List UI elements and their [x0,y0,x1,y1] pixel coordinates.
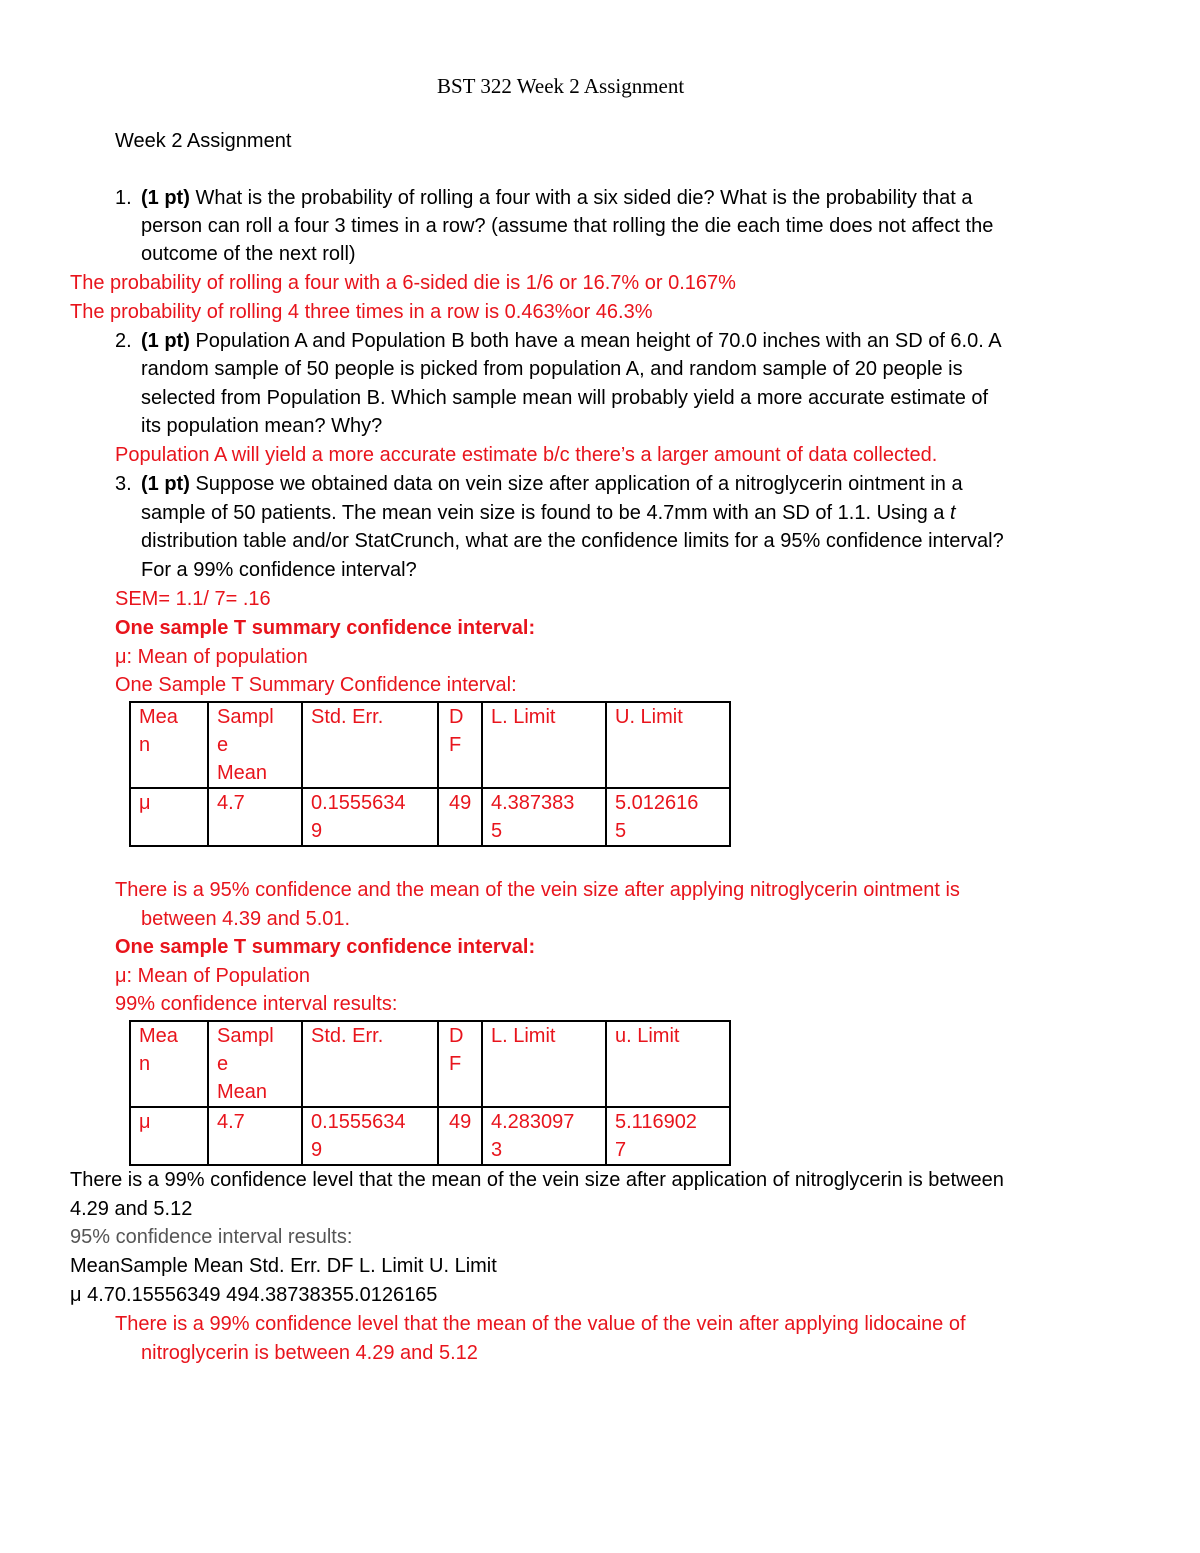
value-cell-mean: μ [130,788,208,846]
confidence-table-95 [129,701,731,847]
value-cell-df: 49 [438,788,482,846]
header-cell-lower-limit: L. Limit [482,702,606,788]
results-value-line: μ 4.70.15556349 494.38738355.0126165 [70,1284,438,1306]
header-cell-mean: Mea n [130,702,208,788]
value-cell-lower-limit: 4.283097 3 [482,1107,606,1165]
conclusion-95-line-2: between 4.39 and 5.01. [141,908,351,930]
conclusion-99-line-2: 4.29 and 5.12 [70,1198,193,1220]
question-3-text-1: Suppose we obtained data on vein size after application of a nitroglycerin ointment in a [189,473,963,495]
conclusion-final-line-1: There is a 99% confidence level that the mean of the value of the vein after applying lidocaine of [115,1313,966,1335]
question-1-line-3: outcome of the next roll) [141,243,356,265]
document-title: BST 322 Week 2 Assignment [437,74,685,98]
question-2-number: 2. [115,330,132,352]
question-3-points: (1 pt) [141,473,190,495]
answer-2: Population A will yield a more accurate estimate b/c there’s a larger amount of data collected. [115,444,938,466]
question-3-line-2 [141,499,956,527]
mu-definition-1: μ: Mean of population [115,646,308,668]
question-2-points: (1 pt) [141,330,190,352]
header-cell-upper-limit: U. Limit [606,702,730,788]
header-cell-df: D F [438,702,482,788]
question-1-number: 1. [115,187,132,209]
question-3-number: 3. [115,473,132,495]
confidence-table-99 [129,1020,731,1166]
conclusion-final-line-2: nitroglycerin is between 4.29 and 5.12 [141,1342,478,1364]
value-cell-sample-mean: 4.7 [208,788,302,846]
section-heading-1: One sample T summary confidence interval: [115,617,536,639]
header-cell-std-err: Std. Err. [302,702,438,788]
question-1-line-1 [115,184,973,212]
value-cell-df: 49 [438,1107,482,1165]
conclusion-99-line-1: There is a 99% confidence level that the mean of the vein size after application of nitroglycerin is between [70,1169,1004,1191]
question-3-line-1 [115,470,963,498]
question-3-line-3: distribution table and/or StatCrunch, what are the confidence limits for a 95% confidence interval? [141,530,1004,552]
header-cell-upper-limit: u. Limit [606,1021,730,1107]
table-row [130,1107,730,1165]
answer-1-line-2: The probability of rolling 4 three times in a row is 0.463%or 46.3% [70,301,653,323]
question-2-line-4: its population mean? Why? [141,415,383,437]
header-cell-sample-mean: Sampl e Mean [208,1021,302,1107]
header-cell-lower-limit: L. Limit [482,1021,606,1107]
header-cell-std-err: Std. Err. [302,1021,438,1107]
question-2-line-2: random sample of 50 people is picked from population A, and random sample of 20 people is [141,358,963,380]
section-subheading-1: One Sample T Summary Confidence interval: [115,674,517,696]
header-cell-mean: Mea n [130,1021,208,1107]
value-cell-std-err: 0.1555634 9 [302,788,438,846]
question-3-line-4: For a 99% confidence interval? [141,559,417,581]
question-2-text-1: Population A and Population B both have a mean height of 70.0 inches with an SD of 6.0. A [189,330,1002,352]
table-header-row [130,702,730,788]
header-cell-sample-mean: Sampl e Mean [208,702,302,788]
question-2-line-3: selected from Population B. Which sample mean will probably yield a more accurate estimate of [141,387,989,409]
results-header-line: MeanSample Mean Std. Err. DF L. Limit U. Limit [70,1255,497,1277]
table-row [130,788,730,846]
results-95-heading: 95% confidence interval results: [70,1226,353,1248]
question-2-line-1 [115,327,1002,355]
conclusion-95-line-1: There is a 95% confidence and the mean of the vein size after applying nitroglycerin ointment is [115,879,960,901]
section-subheading-2: 99% confidence interval results: [115,993,398,1015]
value-cell-lower-limit: 4.387383 5 [482,788,606,846]
table-header-row [130,1021,730,1107]
answer-1-line-1: The probability of rolling a four with a 6-sided die is 1/6 or 16.7% or 0.167% [70,272,736,294]
document-subtitle: Week 2 Assignment [115,130,292,152]
value-cell-upper-limit: 5.116902 7 [606,1107,730,1165]
header-cell-df: D F [438,1021,482,1107]
section-heading-2: One sample T summary confidence interval: [115,936,536,958]
question-3-text-2: sample of 50 patients. The mean vein size is found to be 4.7mm with an SD of 1.1. Using a [141,502,950,524]
value-cell-mean: μ [130,1107,208,1165]
question-3-t-symbol: t [949,502,956,524]
mu-definition-2: μ: Mean of Population [115,965,310,987]
sem-calculation: SEM= 1.1/ 7= .16 [115,588,271,610]
question-1-points: (1 pt) [141,187,190,209]
question-1-text-1: What is the probability of rolling a four with a six sided die? What is the probability that a [189,187,973,209]
question-1-line-2: person can roll a four 3 times in a row? (assume that rolling the die each time does not affect the [141,215,994,237]
value-cell-upper-limit: 5.012616 5 [606,788,730,846]
value-cell-std-err: 0.1555634 9 [302,1107,438,1165]
value-cell-sample-mean: 4.7 [208,1107,302,1165]
